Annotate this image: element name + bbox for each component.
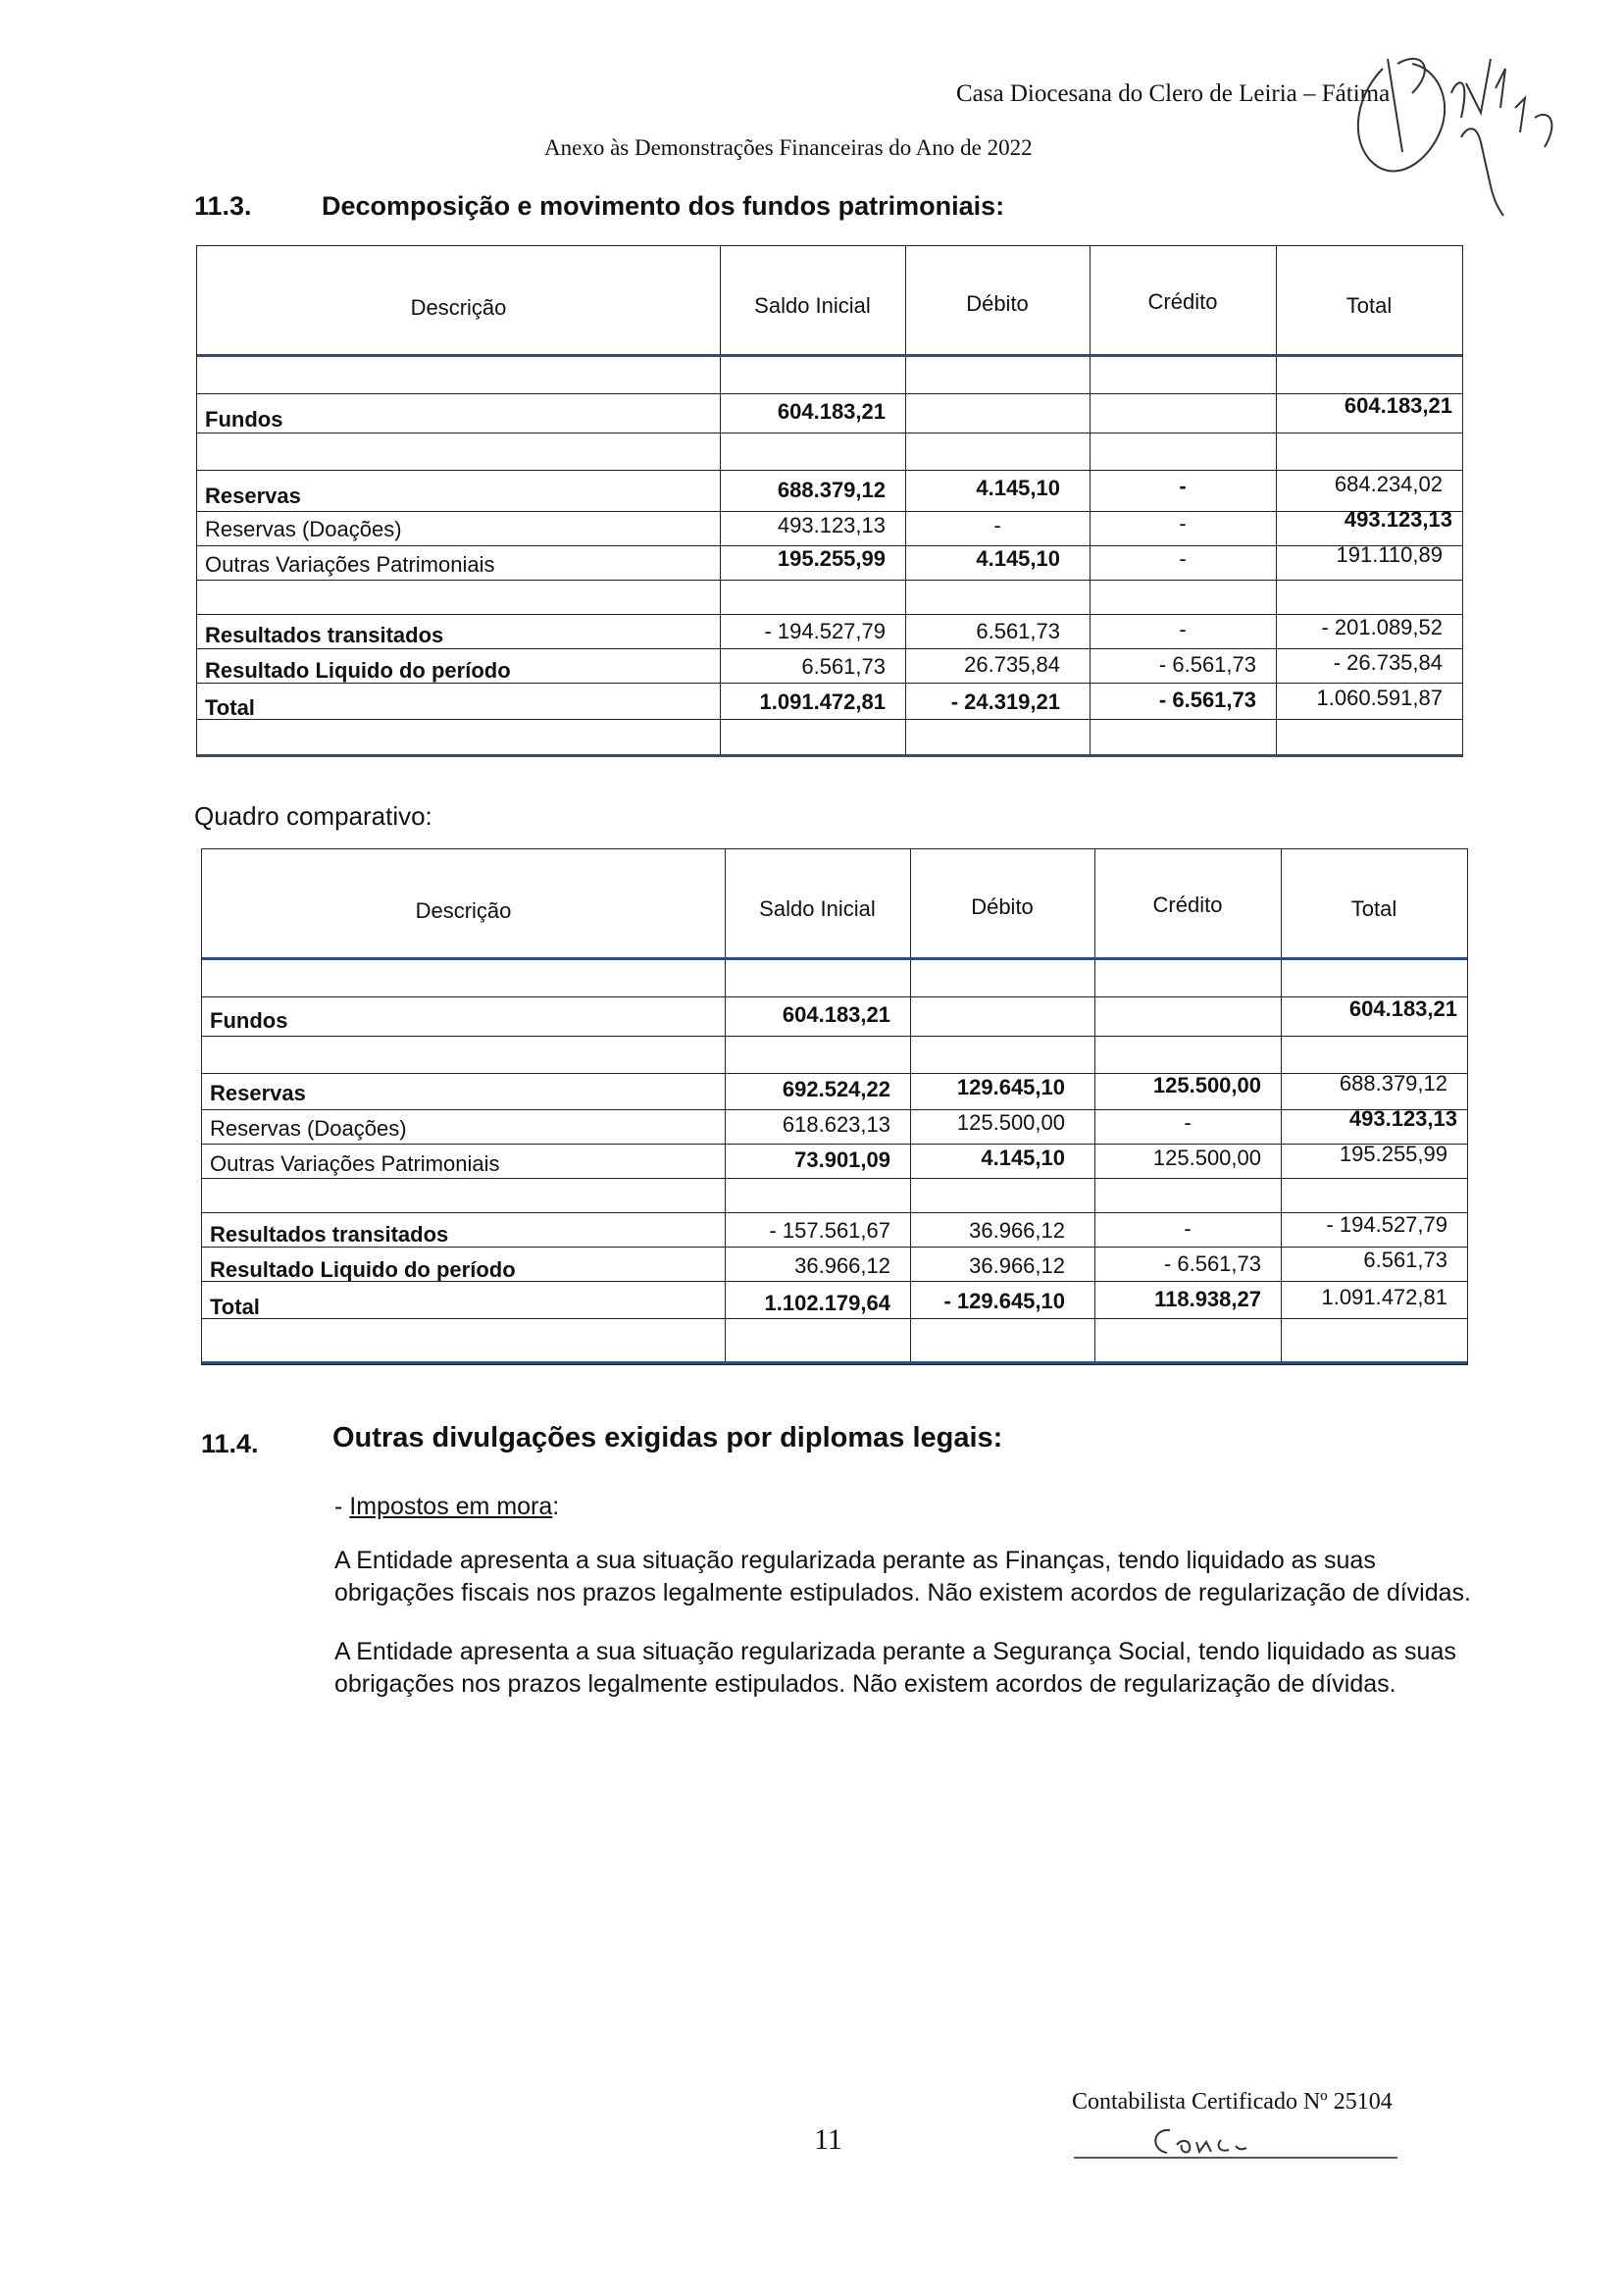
cell-value: 604.183,21 [1344, 393, 1452, 418]
cell-value: - 6.561,73 [1158, 688, 1256, 712]
cell-value: 604.183,21 [777, 399, 886, 424]
cell-value: - [1179, 617, 1187, 641]
signature-mark [1344, 39, 1584, 221]
cell-value: 688.379,12 [777, 478, 886, 502]
cell-value: - [993, 513, 1001, 537]
row-label: Resultado Liquido do período [210, 1257, 516, 1282]
accountant-signature [1074, 2120, 1407, 2165]
cell-value: - 194.527,79 [764, 619, 886, 643]
cell-value: - [1179, 546, 1187, 571]
cell-value: 684.234,02 [1334, 472, 1443, 496]
cell-value: 125.500,00 [1152, 1146, 1261, 1170]
taxes-heading-text: Impostos em mora [349, 1493, 553, 1520]
cell-value: 129.645,10 [956, 1075, 1065, 1099]
org-name: Casa Diocesana do Clero de Leiria – Fátima [956, 80, 1391, 107]
page-number: 11 [814, 2123, 842, 2156]
cell-value: - 157.561,67 [769, 1218, 890, 1243]
cell-value: 4.145,10 [976, 476, 1060, 500]
cell-value: 4.145,10 [981, 1146, 1065, 1170]
header-credito: Crédito [1152, 892, 1223, 917]
taxes-heading: - Impostos em mora: [334, 1493, 560, 1520]
cell-value: 493.123,13 [777, 513, 886, 537]
header-total: Total [1345, 293, 1393, 318]
funds-table-2022 [196, 245, 1463, 757]
cell-value: 36.966,12 [794, 1253, 890, 1278]
section-title-11-4: Outras divulgações exigidas por diplomas legais: [332, 1422, 1003, 1453]
funds-table-comparative [201, 848, 1468, 1365]
row-label: Fundos [210, 1008, 288, 1033]
cell-value: - [1179, 474, 1187, 498]
cell-value: 191.110,89 [1336, 542, 1443, 567]
cell-value: 692.524,22 [782, 1077, 890, 1101]
cell-value: 36.966,12 [969, 1218, 1065, 1243]
cell-value: 1.091.472,81 [759, 689, 886, 714]
cell-value: - 201.089,52 [1321, 615, 1443, 639]
row-label: Resultados transitados [210, 1222, 449, 1247]
row-label: Fundos [205, 407, 283, 432]
header-descricao: Descrição [415, 898, 512, 923]
cell-value: 118.938,27 [1154, 1287, 1261, 1311]
row-label: Outras Variações Patrimoniais [210, 1151, 500, 1176]
cell-value: 6.561,73 [801, 654, 886, 679]
cell-value: 195.255,99 [777, 546, 886, 571]
section-number-11-4: 11.4. [201, 1429, 259, 1458]
paragraph-social-security: A Entidade apresenta a sua situação regularizada perante a Segurança Social, tendo liquidado as suas obrigações nos prazos legalmente estipulados. Não existem acordos de regularização de dívidas. [334, 1638, 1456, 1698]
cell-value: 618.623,13 [782, 1112, 890, 1137]
cell-value: 688.379,12 [1339, 1071, 1447, 1096]
row-label: Resultado Liquido do período [205, 658, 511, 683]
header-saldo-inicial: Saldo Inicial [759, 896, 876, 921]
cell-value: 6.561,73 [976, 619, 1060, 643]
row-label: Reservas [205, 484, 301, 508]
cell-value: 125.500,00 [956, 1110, 1065, 1135]
cell-value: 125.500,00 [1152, 1073, 1261, 1097]
cell-value: - 24.319,21 [950, 689, 1060, 714]
header-saldo-inicial: Saldo Inicial [754, 293, 871, 318]
row-label: Total [205, 695, 255, 720]
comparative-label: Quadro comparativo: [194, 801, 432, 831]
header-debito: Débito [971, 894, 1034, 919]
paragraph-finances: A Entidade apresenta a sua situação regularizada perante as Finanças, tendo liquidado as suas obrigações fiscais nos prazos legalmente estipulados. Não existem acordos de regularização de dívidas. [334, 1547, 1471, 1606]
header-debito: Débito [966, 291, 1029, 316]
row-label: Reservas (Doações) [210, 1116, 407, 1141]
cell-value: 604.183,21 [782, 1002, 890, 1027]
header-descricao: Descrição [410, 295, 507, 320]
cell-value: - 129.645,10 [943, 1289, 1065, 1313]
row-label: Outras Variações Patrimoniais [205, 552, 495, 577]
section-title-11-3: Decomposição e movimento dos fundos patrimoniais: [322, 191, 1005, 221]
cell-value: 73.901,09 [794, 1147, 890, 1172]
cell-value: 26.735,84 [964, 652, 1060, 677]
cell-value: 1.060.591,87 [1316, 686, 1443, 710]
cell-value: 493.123,13 [1348, 1106, 1457, 1131]
cell-value: - [1184, 1216, 1192, 1241]
row-label: Resultados transitados [205, 623, 444, 647]
cell-value: - 26.735,84 [1333, 650, 1443, 675]
row-label: Reservas (Doações) [205, 517, 402, 541]
cell-value: - 6.561,73 [1158, 652, 1256, 677]
row-label: Total [210, 1295, 260, 1319]
cell-value: 4.145,10 [976, 546, 1060, 571]
cell-value: - 6.561,73 [1163, 1251, 1261, 1276]
cell-value: 36.966,12 [969, 1253, 1065, 1278]
cell-value: 604.183,21 [1348, 996, 1457, 1021]
cell-value: 493.123,13 [1344, 507, 1452, 532]
cell-value: 1.091.472,81 [1321, 1285, 1447, 1309]
cell-value: 1.102.179,64 [764, 1291, 890, 1315]
document-title: Anexo às Demonstrações Financeiras do Ano de 2022 [544, 135, 1033, 160]
cell-value: - 194.527,79 [1326, 1212, 1447, 1237]
header-credito: Crédito [1147, 289, 1218, 314]
row-label: Reservas [210, 1081, 306, 1105]
cell-value: 195.255,99 [1339, 1142, 1447, 1166]
section-number-11-3: 11.3. [194, 191, 252, 221]
accountant-label: Contabilista Certificado Nº 25104 [1072, 2089, 1393, 2115]
cell-value: - [1184, 1110, 1192, 1135]
cell-value: - [1179, 511, 1187, 535]
header-total: Total [1350, 896, 1397, 921]
cell-value: 6.561,73 [1363, 1248, 1447, 1272]
